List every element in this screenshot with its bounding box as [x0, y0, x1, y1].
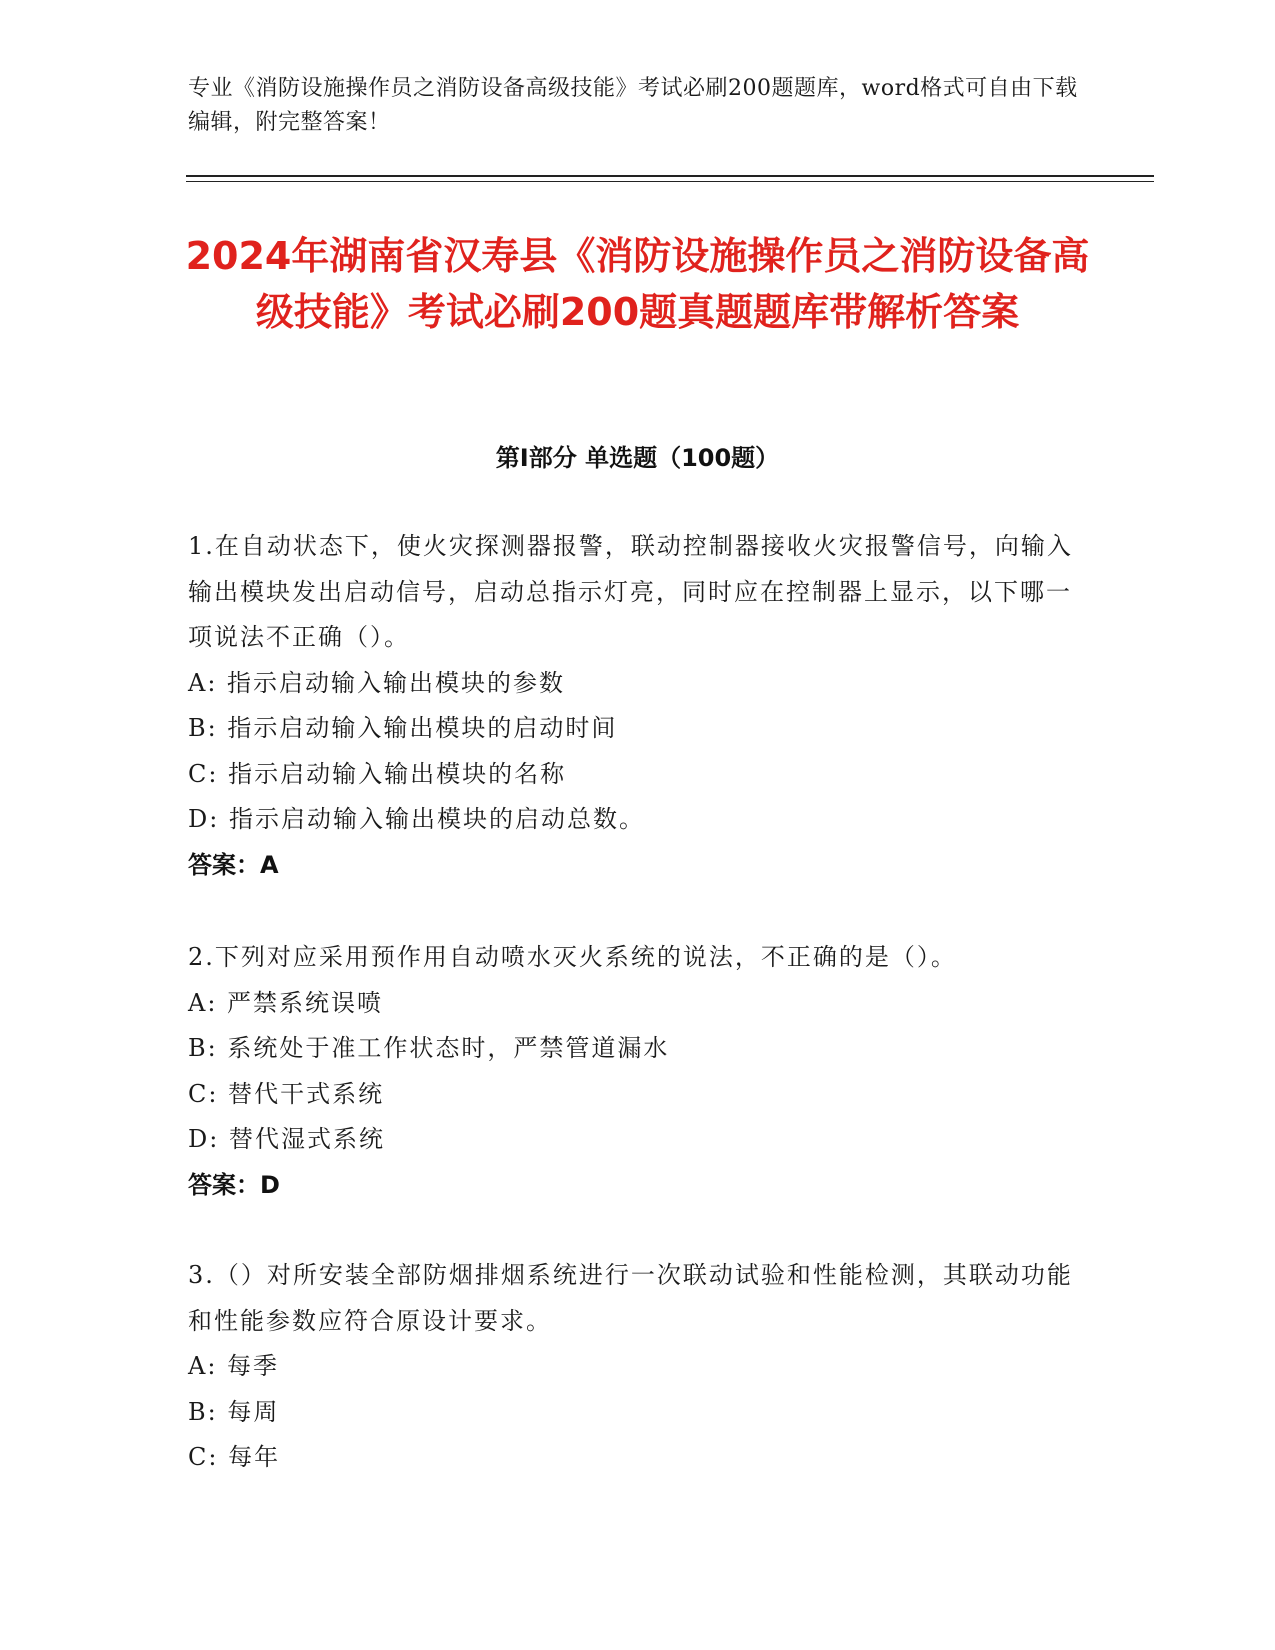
option-c: C: 每年 [188, 1443, 281, 1471]
question-2 [188, 935, 1088, 1208]
option-d: D: 替代湿式系统 [188, 1125, 385, 1153]
option-a: A: 严禁系统误喷 [188, 988, 384, 1017]
question-3 [188, 1253, 1088, 1481]
option-a: A: 指示启动输入输出模块的参数 [188, 668, 566, 697]
option-c: C: 替代干式系统 [188, 1079, 385, 1108]
question-stem: 2.下列对应采用预作用自动喷水灭火系统的说法，不正确的是（）。 [188, 943, 957, 971]
question-stem: 1.在自动状态下，使火灾探测器报警，联动控制器接收火灾报警信号，向输入输出模块发出启动信号，启动总指示灯亮，同时应在控制器上显示，以下哪一项说法不正确（）。 [188, 532, 1073, 651]
question-1 [188, 524, 1088, 888]
option-b: B: 指示启动输入输出模块的启动时间 [188, 714, 618, 742]
option-c: C: 指示启动输入输出模块的名称 [188, 759, 567, 788]
option-a: A: 每季 [188, 1352, 280, 1380]
option-b: B: 每周 [188, 1397, 280, 1426]
header-divider-thin [186, 181, 1154, 182]
option-b: B: 系统处于准工作状态时，严禁管道漏水 [188, 1034, 670, 1062]
section-title: 第I部分 单选题（100题） [495, 444, 780, 472]
document-title: 2024年湖南省汉寿县《消防设施操作员之消防设备高级技能》考试必刷200题真题题库带解析答案 [185, 234, 1090, 334]
answer-line: 答案：D [188, 1170, 280, 1199]
question-stem: 3.（）对所安装全部防烟排烟系统进行一次联动试验和性能检测，其联动功能和性能参数应符合原设计要求。 [188, 1261, 1073, 1335]
header-divider [186, 175, 1154, 177]
header-note: 专业《消防设施操作员之消防设备高级技能》考试必刷200题题库，word格式可自由下载编辑，附完整答案！ [188, 76, 1078, 135]
answer-line: 答案：A [188, 850, 279, 879]
option-d: D: 指示启动输入输出模块的启动总数。 [188, 805, 645, 833]
